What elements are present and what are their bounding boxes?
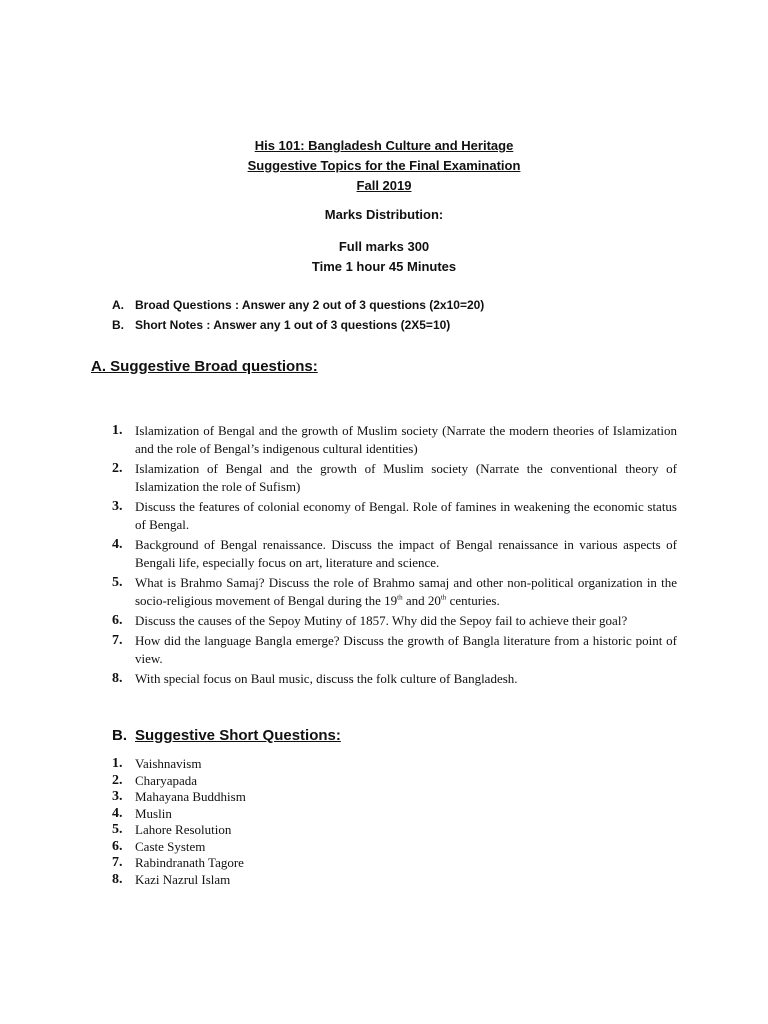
list-item	[112, 315, 484, 335]
item-text: Kazi Nazrul Islam	[135, 871, 231, 887]
list-item	[112, 422, 677, 458]
item-text-part: centuries.	[446, 593, 500, 608]
item-text: Muslin	[135, 805, 172, 821]
list-text: Short Notes : Answer any 1 out of 3 questions (2X5=10)	[135, 318, 451, 332]
marks-distribution-list	[112, 295, 484, 335]
item-number: 4.	[112, 537, 123, 552]
marks-heading: Marks Distribution:	[324, 207, 444, 222]
exam-time: Time 1 hour 45 Minutes	[311, 259, 457, 274]
short-questions-list	[112, 756, 246, 888]
course-title: His 101: Bangladesh Culture and Heritage	[254, 138, 514, 153]
list-item	[112, 872, 246, 889]
item-number: 5.	[112, 822, 123, 837]
item-number: 5.	[112, 575, 123, 590]
item-text: Background of Bengal renaissance. Discuss the impact of Bengal renaissance in various aspects of Bengali life, especially focus on art, literature and science.	[135, 537, 677, 570]
list-text: Broad Questions : Answer any 2 out of 3 questions (2x10=20)	[135, 298, 485, 312]
list-item	[112, 295, 484, 315]
item-number: 8.	[112, 671, 123, 686]
item-text	[135, 574, 677, 610]
item-number: 6.	[112, 613, 123, 628]
list-item	[112, 574, 677, 610]
broad-questions-list	[112, 422, 677, 690]
item-number: 2.	[112, 772, 123, 788]
list-item	[112, 670, 677, 688]
item-number: 2.	[112, 461, 123, 476]
list-letter: A.	[112, 298, 124, 312]
item-text: How did the language Bangla emerge? Discuss the growth of Bangla literature from a historic point of view.	[135, 633, 677, 666]
list-letter: B.	[112, 318, 124, 332]
full-marks: Full marks 300	[338, 239, 430, 254]
item-number: 1.	[112, 423, 123, 438]
item-number: 3.	[112, 499, 123, 514]
list-item	[112, 632, 677, 668]
item-text: Charyapada	[135, 772, 198, 788]
superscript: th	[397, 593, 403, 602]
item-text: Rabindranath Tagore	[135, 855, 244, 870]
item-number: 6.	[112, 838, 123, 854]
list-item	[112, 789, 246, 806]
section-title-text: Suggestive Short Questions:	[135, 727, 341, 744]
list-item	[112, 855, 246, 872]
item-text-part: What is Brahmo Samaj? Discuss the role of Brahmo samaj and other non-political organization in the socio-religious movement of Bengal during the 19	[135, 575, 677, 608]
superscript: th	[440, 593, 447, 602]
list-item	[112, 806, 246, 823]
item-text: Discuss the features of colonial economy of Bengal. Role of famines in weakening the economic status of Bengal.	[135, 499, 677, 532]
section-prefix: B.	[112, 727, 127, 744]
item-text: Discuss the causes of the Sepoy Mutiny of 1857. Why did the Sepoy fail to achieve their goal?	[135, 613, 628, 628]
item-number: 8.	[112, 871, 123, 887]
list-item	[112, 460, 677, 496]
marks-info	[0, 237, 768, 277]
item-number: 7.	[112, 633, 123, 648]
list-item	[112, 612, 677, 630]
document-header	[0, 136, 768, 196]
document-subtitle: Suggestive Topics for the Final Examination	[247, 158, 521, 173]
list-item	[112, 498, 677, 534]
item-text: Islamization of Bengal and the growth of Muslim society (Narrate the modern theories of Islamization and the role of Bengal’s indigenous cultural identities)	[135, 423, 677, 456]
item-text: Caste System	[135, 838, 206, 854]
item-text: Vaishnavism	[135, 756, 202, 771]
item-text: Islamization of Bengal and the growth of Muslim society (Narrate the conventional theory of Islamization the role of Sufism)	[135, 461, 677, 494]
list-item	[112, 822, 246, 839]
list-item	[112, 756, 246, 773]
term: Fall 2019	[356, 178, 412, 193]
item-text-part: and 20	[402, 593, 441, 608]
item-number: 4.	[112, 805, 123, 821]
item-number: 3.	[112, 789, 123, 804]
list-item	[112, 536, 677, 572]
item-text: With special focus on Baul music, discuss the folk culture of Bangladesh.	[135, 671, 518, 686]
item-text: Mahayana Buddhism	[135, 789, 246, 804]
item-number: 7.	[112, 855, 123, 870]
short-section-title	[112, 726, 341, 746]
list-item	[112, 839, 246, 856]
item-number: 1.	[112, 756, 123, 771]
broad-section-title: A. Suggestive Broad questions:	[91, 358, 318, 375]
item-text: Lahore Resolution	[135, 822, 232, 837]
list-item	[112, 773, 246, 790]
